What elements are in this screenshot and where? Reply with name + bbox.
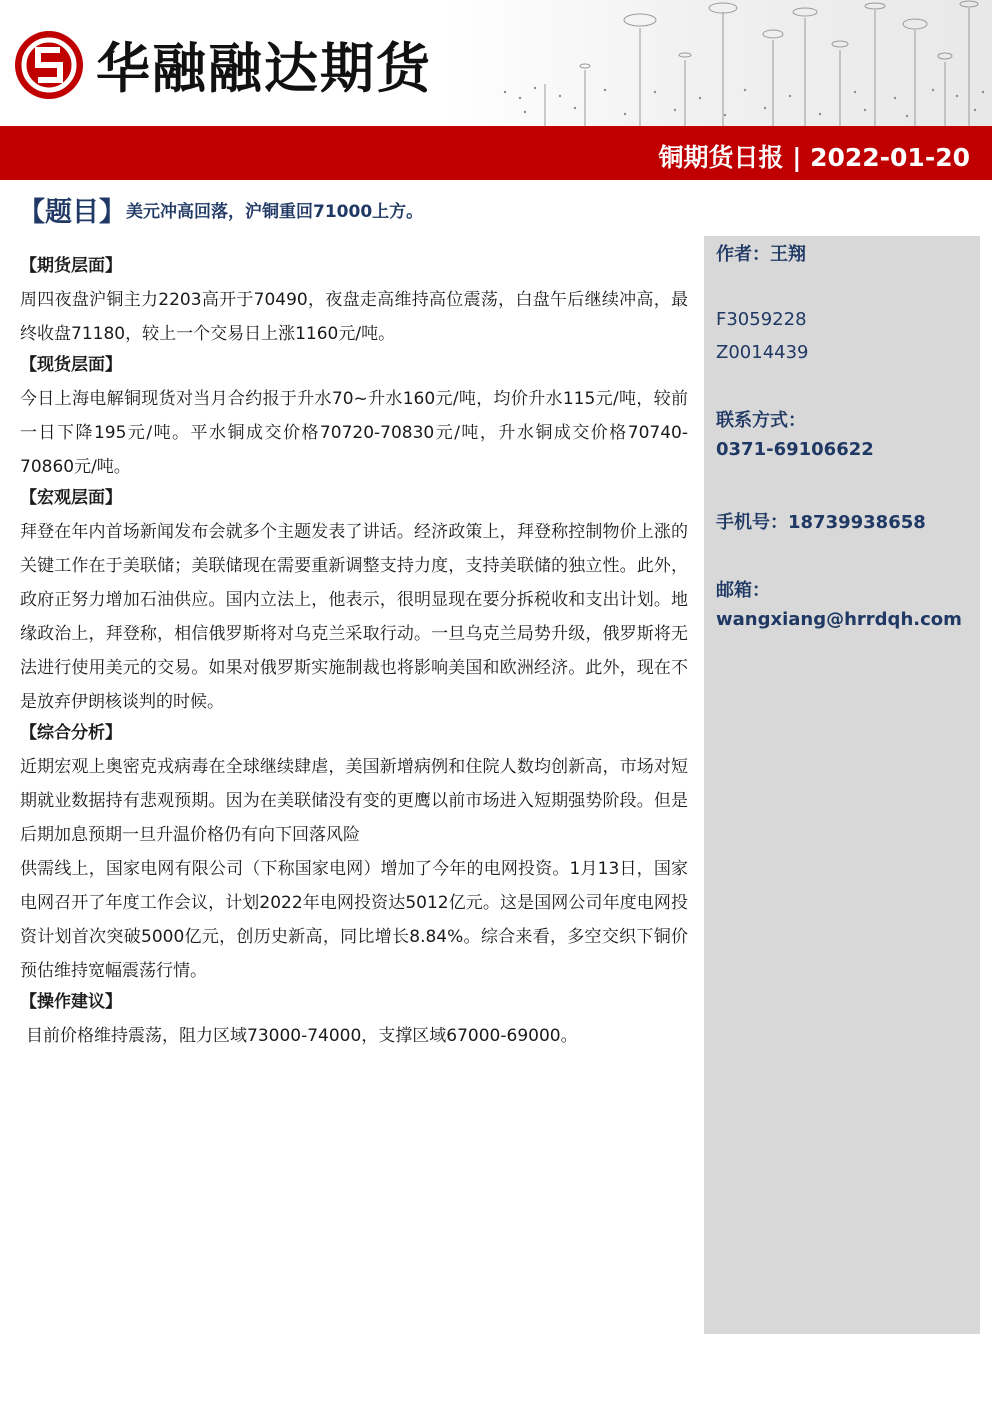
company-logo-icon — [12, 28, 86, 102]
section-paragraph: 供需线上，国家电网有限公司（下称国家电网）增加了今年的电网投资。1月13日，国家电网召开了年度工作会议，计划2022年电网投资达5012亿元。这是国网公司年度电网投资计划首次突破5000亿元，创历史新高，同比增长8.84%。综合来看，多空交织下铜价预估维持宽幅震荡行情。 — [20, 859, 688, 981]
headline-label: 【题目】 — [18, 197, 126, 228]
section-paragraph: 拜登在年内首场新闻发布会就多个主题发表了讲话。经济政策上，拜登称控制物价上涨的关键工作在于美联储；美联储现在需要重新调整支持力度，支持美联储的独立性。此外，政府正努力增加石油供应。国内立法上，他表示，很明显现在要分拆税收和支出计划。地缘政治上，拜登称，相信俄罗斯将对乌克兰采取行动。一旦乌克兰局势升级，俄罗斯将无法进行使用美元的交易。如果对俄罗斯实施制裁也将影响美国和欧洲经济。此外，现在不是放弃伊朗核谈判的时候。 — [20, 522, 688, 712]
section-spot — [20, 351, 688, 484]
section-heading: 【现货层面】 — [20, 355, 122, 375]
section-futures — [20, 252, 688, 351]
contact-phone: 0371-69106622 — [716, 439, 874, 460]
section-advice — [20, 988, 688, 1053]
report-body — [20, 252, 688, 1053]
section-paragraph: 周四夜盘沪铜主力2203高开于70490，夜盘走高维持高位震荡，白盘午后继续冲高，最终收盘71180，较上一个交易日上涨1160元/吨。 — [20, 290, 688, 344]
author-sidebar — [704, 236, 980, 1334]
section-heading: 【期货层面】 — [20, 256, 122, 276]
section-paragraph: 今日上海电解铜现货对当月合约报于升水70~升水160元/吨，均价升水115元/吨，较前一日下降195元/吨。平水铜成交价格70720-70830元/吨，升水铜成交价格70740-70860元/吨。 — [20, 389, 688, 477]
cert-number-1: F3059228 — [716, 309, 807, 330]
cert-number-2: Z0014439 — [716, 342, 809, 363]
header-decoration — [445, 0, 992, 126]
section-heading: 【宏观层面】 — [20, 488, 122, 508]
headline-text: 美元冲高回落，沪铜重回71000上方。 — [126, 202, 424, 222]
headline — [18, 190, 423, 229]
section-heading: 【综合分析】 — [20, 723, 122, 743]
report-title: 铜期货日报 | 2022-01-20 — [658, 143, 970, 172]
report-header — [0, 0, 992, 126]
mobile-number: 手机号：18739938658 — [716, 512, 926, 533]
section-macro — [20, 484, 688, 719]
section-paragraph: 近期宏观上奥密克戎病毒在全球继续肆虐，美国新增病例和住院人数均创新高，市场对短期就业数据持有悲观预期。因为在美联储没有变的更鹰以前市场进入短期强势阶段。但是后期加息预期一旦升温价格仍有向下回落风险 — [20, 757, 688, 845]
email-address[interactable]: wangxiang@hrrdqh.com — [716, 609, 962, 630]
author-label: 作者：王翔 — [716, 244, 806, 265]
contact-label: 联系方式： — [716, 410, 806, 431]
company-name: 华融融达期货 — [96, 36, 432, 100]
section-analysis — [20, 719, 688, 988]
section-paragraph: 目前价格维持震荡，阻力区域73000-74000，支撑区域67000-69000。 — [26, 1026, 578, 1046]
email-label: 邮箱： — [716, 580, 770, 601]
section-heading: 【操作建议】 — [20, 992, 122, 1012]
